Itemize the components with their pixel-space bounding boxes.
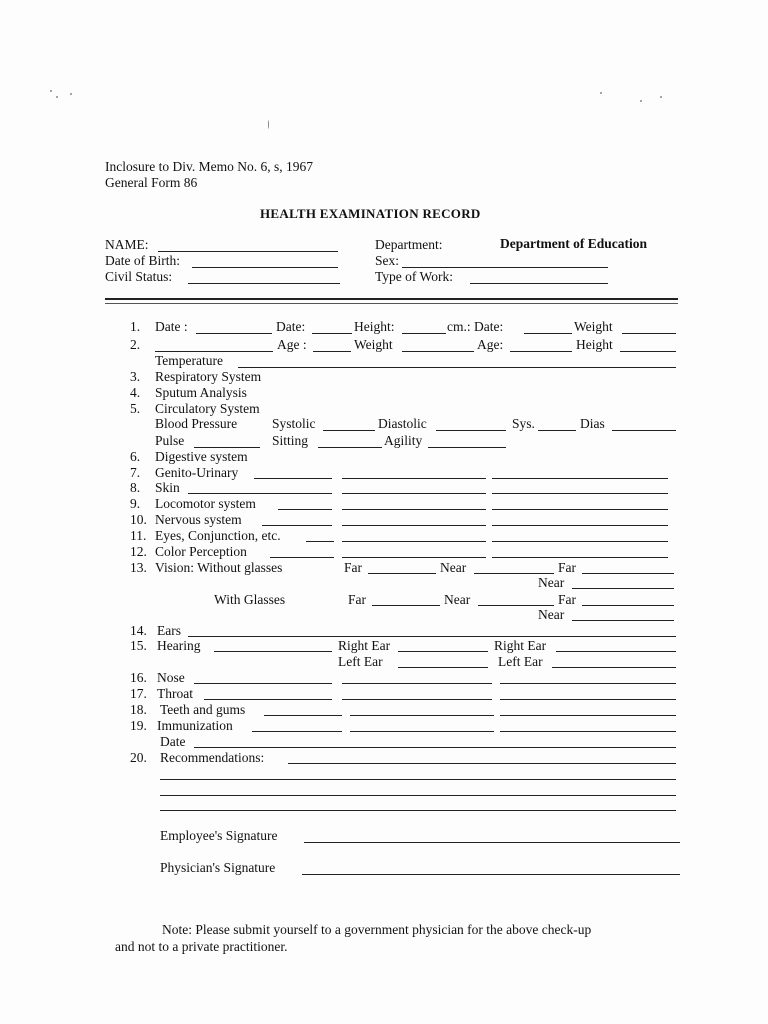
sitting-field[interactable] (318, 447, 382, 448)
blank-field[interactable] (155, 351, 273, 352)
sys-label: Sys. (512, 416, 535, 431)
height-label: Height: (354, 319, 395, 334)
type-of-work-field[interactable] (470, 283, 608, 284)
systolic-field[interactable] (323, 430, 375, 431)
vision-label: Vision: Without glasses (155, 560, 283, 575)
height-label: Height (576, 337, 613, 352)
temperature-label: Temperature (155, 353, 224, 368)
nose-field[interactable] (194, 683, 332, 684)
item-number: 20. (130, 750, 147, 765)
color-perception-label: Color Perception (155, 544, 247, 559)
agility-label: Agility (384, 433, 423, 448)
far-label: Far (558, 560, 576, 575)
physician-signature-label: Physician's Signature (160, 860, 276, 875)
with-glasses-label: With Glasses (214, 592, 286, 607)
genito-label: Genito-Urinary (155, 465, 239, 480)
eyes-field[interactable] (342, 541, 486, 542)
sputum-label: Sputum Analysis (155, 385, 247, 400)
pulse-field[interactable] (194, 447, 260, 448)
near-field[interactable] (572, 620, 674, 621)
recommendations-field[interactable] (288, 763, 676, 764)
hearing-label: Hearing (157, 638, 201, 653)
date-label: Date (160, 734, 186, 749)
locomotor-field[interactable] (342, 509, 486, 510)
civil-status-label: Civil Status: (105, 269, 173, 284)
age-label: Age : (277, 337, 307, 352)
item-number: 17. (130, 686, 147, 701)
weight-label: Weight (574, 319, 613, 334)
weight-label: Weight (354, 337, 393, 352)
employee-signature-field[interactable] (304, 842, 680, 843)
immunization-date-field[interactable] (194, 747, 676, 748)
blood-pressure-label: Blood Pressure (155, 416, 238, 431)
nose-field[interactable] (500, 683, 676, 684)
immunization-field[interactable] (252, 731, 342, 732)
far-field[interactable] (582, 605, 674, 606)
recommendations-field[interactable] (160, 795, 676, 796)
item-number: 18. (130, 702, 147, 717)
date-field[interactable] (524, 333, 572, 334)
note-line-2: and not to a private practitioner. (115, 939, 288, 954)
throat-label: Throat (157, 686, 193, 701)
scan-speck (70, 93, 72, 95)
scan-speck (56, 96, 58, 98)
department-label: Department: (375, 237, 443, 252)
dias-field[interactable] (612, 430, 676, 431)
immunization-field[interactable] (350, 731, 494, 732)
date-label: Date : (155, 319, 188, 334)
color-perception-field[interactable] (492, 557, 668, 558)
teeth-gums-field[interactable] (500, 715, 676, 716)
item-number: 10. (130, 512, 147, 527)
throat-field[interactable] (500, 699, 676, 700)
color-perception-field[interactable] (342, 557, 486, 558)
left-ear-label: Left Ear (498, 654, 543, 669)
scan-speck (600, 92, 602, 94)
far-label: Far (348, 592, 366, 607)
item-number: 16. (130, 670, 147, 685)
diastolic-field[interactable] (436, 430, 506, 431)
eyes-field[interactable] (306, 541, 334, 542)
temperature-field[interactable] (238, 367, 676, 368)
nervous-label: Nervous system (155, 512, 242, 527)
pulse-label: Pulse (155, 433, 185, 448)
weight-field[interactable] (622, 333, 676, 334)
height-field[interactable] (620, 351, 676, 352)
systolic-label: Systolic (272, 416, 316, 431)
far-field[interactable] (582, 573, 674, 574)
scan-speck (640, 100, 642, 102)
teeth-gums-field[interactable] (264, 715, 342, 716)
genito-field[interactable] (342, 478, 486, 479)
ears-label: Ears (157, 623, 181, 638)
respiratory-label: Respiratory System (155, 369, 262, 384)
eyes-field[interactable] (492, 541, 668, 542)
digestive-label: Digestive system (155, 449, 248, 464)
right-ear-field[interactable] (398, 651, 488, 652)
skin-field[interactable] (342, 493, 486, 494)
locomotor-field[interactable] (278, 509, 332, 510)
item-number: 15. (130, 638, 147, 653)
immunization-label: Immunization (157, 718, 233, 733)
scan-speck (660, 96, 662, 98)
genito-field[interactable] (492, 478, 668, 479)
far-label: Far (558, 592, 576, 607)
item-number: 2. (130, 337, 141, 352)
form-line: General Form 86 (105, 175, 198, 190)
department-value: Department of Education (500, 236, 647, 251)
age-field[interactable] (313, 351, 351, 352)
date-field[interactable] (312, 333, 352, 334)
item-number: 4. (130, 385, 141, 400)
near-label: Near (538, 607, 565, 622)
type-of-work-label: Type of Work: (375, 269, 453, 284)
note-line-1: Note: Please submit yourself to a government physician for the above check-up (162, 922, 592, 937)
sitting-label: Sitting (272, 433, 309, 448)
dias-label: Dias (580, 416, 605, 431)
age-label: Age: (477, 337, 504, 352)
throat-field[interactable] (342, 699, 492, 700)
name-label: NAME: (105, 237, 149, 252)
ears-field[interactable] (188, 636, 676, 637)
scan-speck (50, 90, 52, 92)
left-ear-label: Left Ear (338, 654, 383, 669)
civil-status-field[interactable] (188, 283, 340, 284)
height-field[interactable] (402, 333, 446, 334)
sys-field[interactable] (538, 430, 576, 431)
item-number: 11. (130, 528, 147, 543)
dob-field[interactable] (192, 267, 338, 268)
item-number: 6. (130, 449, 141, 464)
near-label: Near (440, 560, 467, 575)
skin-field[interactable] (188, 493, 332, 494)
nose-field[interactable] (342, 683, 492, 684)
item-number: 14. (130, 623, 147, 638)
form-title: HEALTH EXAMINATION RECORD (260, 206, 481, 221)
item-number: 7. (130, 465, 141, 480)
recommendations-field[interactable] (160, 779, 676, 780)
item-number: 9. (130, 496, 141, 511)
right-ear-field[interactable] (556, 651, 676, 652)
memo-line: Inclosure to Div. Memo No. 6, s, 1967 (105, 159, 313, 174)
date-label: Date: (276, 319, 306, 334)
left-ear-field[interactable] (552, 667, 676, 668)
diastolic-label: Diastolic (378, 416, 427, 431)
skin-field[interactable] (492, 493, 668, 494)
nervous-field[interactable] (342, 525, 486, 526)
nose-label: Nose (157, 670, 185, 685)
scan-speck (268, 120, 269, 129)
item-number: 19. (130, 718, 147, 733)
near-label: Near (538, 575, 565, 590)
item-number: 12. (130, 544, 147, 559)
color-perception-field[interactable] (270, 557, 334, 558)
near-label: Near (444, 592, 471, 607)
nervous-field[interactable] (262, 525, 332, 526)
dob-label: Date of Birth: (105, 253, 180, 268)
date-field[interactable] (196, 333, 272, 334)
agility-field[interactable] (428, 447, 506, 448)
left-ear-field[interactable] (398, 667, 488, 668)
locomotor-field[interactable] (492, 509, 668, 510)
recommendations-label: Recommendations: (160, 750, 265, 765)
cm-date-label: cm.: Date: (447, 319, 504, 334)
teeth-gums-field[interactable] (350, 715, 494, 716)
weight-field[interactable] (402, 351, 474, 352)
teeth-gums-label: Teeth and gums (160, 702, 246, 717)
eyes-label: Eyes, Conjunction, etc. (155, 528, 281, 543)
far-field[interactable] (372, 605, 440, 606)
age-field[interactable] (510, 351, 572, 352)
sex-field[interactable] (402, 267, 608, 268)
locomotor-label: Locomotor system (155, 496, 256, 511)
right-ear-label: Right Ear (494, 638, 547, 653)
employee-signature-label: Employee's Signature (160, 828, 278, 843)
circulatory-label: Circulatory System (155, 401, 260, 416)
section-divider (105, 298, 678, 304)
near-field[interactable] (572, 588, 674, 589)
far-field[interactable] (368, 573, 436, 574)
item-number: 3. (130, 369, 141, 384)
nervous-field[interactable] (492, 525, 668, 526)
immunization-field[interactable] (500, 731, 676, 732)
item-number: 8. (130, 480, 141, 495)
item-number: 1. (130, 319, 141, 334)
right-ear-label: Right Ear (338, 638, 391, 653)
item-number: 5. (130, 401, 141, 416)
item-number: 13. (130, 560, 147, 575)
name-field[interactable] (158, 251, 338, 252)
physician-signature-field[interactable] (302, 874, 680, 875)
throat-field[interactable] (204, 699, 332, 700)
far-label: Far (344, 560, 362, 575)
hearing-field[interactable] (214, 651, 332, 652)
skin-label: Skin (155, 480, 180, 495)
genito-field[interactable] (254, 478, 332, 479)
sex-label: Sex: (375, 253, 400, 268)
near-field[interactable] (478, 605, 554, 606)
near-field[interactable] (474, 573, 554, 574)
recommendations-field[interactable] (160, 810, 676, 811)
